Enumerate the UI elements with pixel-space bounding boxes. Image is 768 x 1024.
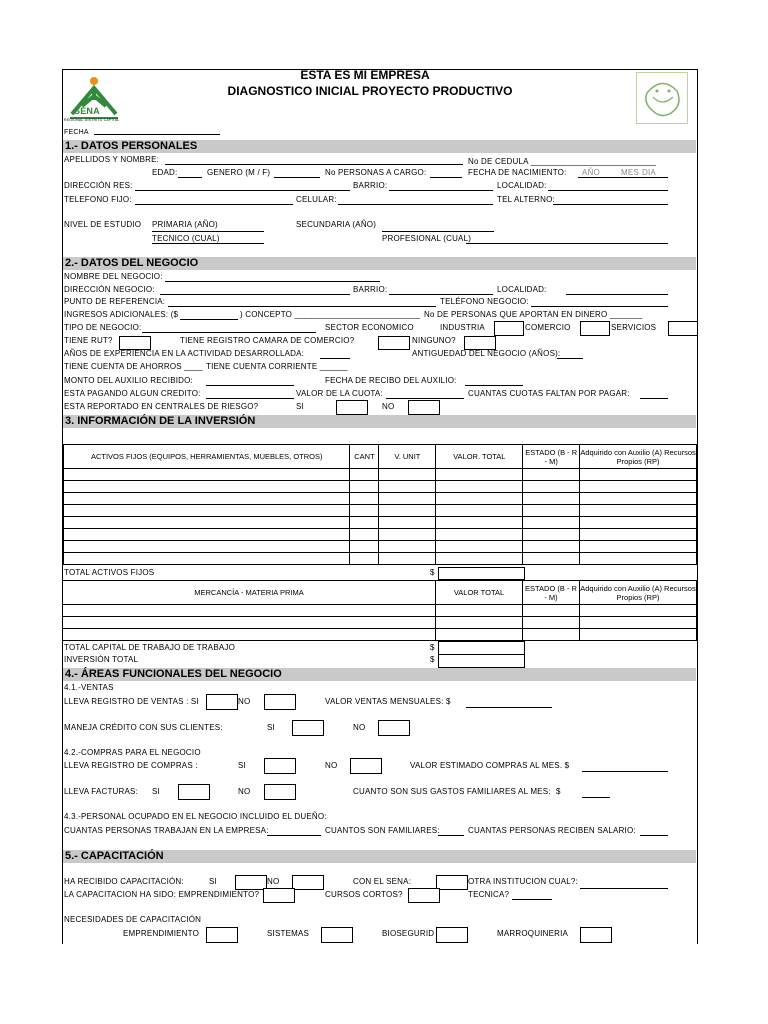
primaria-field[interactable] (152, 231, 264, 232)
cuotas-faltan-field[interactable] (640, 398, 668, 399)
registro-compras-label: LLEVA REGISTRO DE COMPRAS : (64, 761, 198, 770)
direccion-negocio-label: DIRECCIÓN NEGOCIO: (64, 285, 155, 294)
facturas-no-label: NO (238, 787, 251, 796)
col-estado-2: ESTADO (B - R - M) (523, 581, 580, 605)
centrales-no-label: NO (382, 402, 395, 411)
cuantas-personas-label: CUANTAS PERSONAS TRABAJAN EN LA EMPRESA: (64, 826, 269, 835)
cedula-label: No DE CEDULA ___________________________ (468, 157, 657, 166)
cursos-cortos-checkbox[interactable] (408, 888, 440, 903)
personal-subheader: 4.3.-PERSONAL OCUPADO EN EL NEGOCIO INCLUIDO EL DUEÑO: (64, 812, 327, 821)
section-4-header: 4.- ÁREAS FUNCIONALES DEL NEGOCIO (63, 668, 696, 681)
table-row[interactable] (63, 617, 697, 629)
stamp-icon (637, 73, 687, 123)
nombre-negocio-field[interactable] (165, 281, 380, 282)
barrio-label: BARRIO: (353, 181, 388, 190)
monto-auxilio-label: MONTO DEL AUXILIO RECIBIDO: (64, 376, 193, 385)
barrio-negocio-label: BARRIO: (353, 285, 388, 294)
credito-si-label: SI (267, 723, 275, 732)
punto-referencia-field[interactable] (168, 306, 436, 307)
tipo-negocio-label: TIPO DE NEGOCIO: (64, 323, 142, 332)
servicios-checkbox[interactable] (668, 321, 698, 336)
compras-si-checkbox[interactable] (264, 758, 296, 774)
total-capital-field[interactable] (438, 641, 525, 655)
table-row[interactable] (64, 529, 697, 541)
nec-marroquineria-checkbox[interactable] (580, 927, 612, 943)
capacitacion-no-checkbox[interactable] (292, 875, 324, 890)
concepto-label: ) CONCEPTO ___________________________ (240, 310, 421, 319)
primaria-label: PRIMARIA (AÑO) (152, 220, 218, 229)
fecha-field[interactable] (94, 134, 220, 135)
punto-referencia-label: PUNTO DE REFERENCIA: (64, 297, 166, 306)
nec-emprendimiento-label: EMPRENDIMIENTO (123, 929, 199, 938)
capacitacion-si-label: SI (209, 877, 217, 886)
table-row[interactable] (64, 493, 697, 505)
personas-aportan-label: No DE PERSONAS QUE APORTAN EN DINERO _______ (424, 310, 643, 319)
antiguedad-field[interactable] (557, 358, 583, 359)
industria-label: INDUSTRIA (440, 323, 485, 332)
ninguno-label: NINGUNO? (412, 336, 456, 345)
telefono-field[interactable] (135, 204, 293, 205)
compras-no-checkbox[interactable] (350, 758, 382, 774)
antiguedad-label: ANTIGUEDAD DEL NEGOCIO (AÑOS): (412, 349, 561, 358)
col-vunit: V. UNIT (379, 445, 436, 469)
telefono-negocio-field[interactable] (531, 306, 668, 307)
fecha-nacimiento-field[interactable] (578, 177, 668, 178)
servicios-label: SERVICIOS (611, 323, 657, 332)
barrio-negocio-field[interactable] (389, 294, 493, 295)
activos-table (63, 444, 697, 565)
credito-no-label: NO (353, 723, 366, 732)
telefono-negocio-label: TELÉFONO NEGOCIO: (440, 297, 529, 306)
emprendimiento-checkbox[interactable] (263, 888, 295, 903)
dia-label: DIA (642, 168, 656, 177)
familiares-field[interactable] (438, 835, 464, 836)
registro-ventas-si-checkbox[interactable] (206, 694, 238, 710)
table-row[interactable] (64, 469, 697, 481)
personas-cargo-field[interactable] (430, 177, 462, 178)
centrales-si-label: SI (296, 402, 304, 411)
table-row[interactable] (64, 481, 697, 493)
mercancia-table (63, 580, 697, 641)
inversion-total-field[interactable] (438, 654, 525, 668)
table-row[interactable] (64, 517, 697, 529)
maneja-credito-label: MANEJA CRÉDITO CON SUS CLIENTES: (64, 723, 223, 732)
experiencia-field[interactable] (320, 358, 350, 359)
fecha-nacimiento-label: FECHA DE NACIMIENTO: (468, 168, 567, 177)
tel-alterno-field[interactable] (553, 204, 668, 205)
genero-label: GENERO (M / F) (207, 168, 271, 177)
profesional-field[interactable] (466, 243, 668, 244)
valor-cuota-label: VALOR DE LA CUOTA: (296, 389, 383, 398)
industria-checkbox[interactable] (494, 321, 524, 336)
localidad-label: LOCALIDAD: (497, 181, 547, 190)
nec-bioseguridad-checkbox[interactable] (436, 927, 468, 943)
credito-field[interactable] (206, 398, 294, 399)
registro-ventas-no-label: NO (238, 697, 251, 706)
nec-marroquineria-label: MARROQUINERIA (497, 929, 569, 938)
otra-institucion-field[interactable] (580, 888, 668, 889)
gastos-field[interactable] (582, 797, 610, 798)
rut-label: TIENE RUT? (64, 336, 113, 345)
section-5-header: 5.- CAPACITACIÓN (63, 850, 696, 863)
ano-label: AÑO (582, 168, 600, 177)
localidad-negocio-label: LOCALIDAD: (497, 285, 547, 294)
edad-field[interactable] (178, 177, 202, 178)
facturas-si-checkbox[interactable] (178, 784, 210, 800)
localidad-field[interactable] (548, 190, 668, 191)
valor-cuota-field[interactable] (386, 398, 464, 399)
table-row[interactable] (63, 605, 697, 617)
nivel-estudio-label: NIVEL DE ESTUDIO (64, 220, 142, 229)
tecnica-field[interactable] (512, 899, 552, 900)
barrio-field[interactable] (389, 190, 493, 191)
necesidades-label: NECESIDADES DE CAPACITACIÓN (64, 915, 202, 924)
centrales-riesgo-label: ESTA REPORTADO EN CENTRALES DE RIESGO? (64, 402, 259, 411)
valor-ventas-label: VALOR VENTAS MENSUALES: $ (325, 697, 451, 706)
ninguno-checkbox[interactable] (464, 336, 496, 350)
gastos-familiares-label: CUANTO SON SUS GASTOS FAMILIARES AL MES: (353, 787, 551, 796)
col-vtotal: VALOR. TOTAL (436, 445, 523, 469)
fecha-label: FECHA (64, 129, 89, 136)
centrales-si-checkbox[interactable] (336, 400, 368, 415)
stamp-box (636, 72, 688, 124)
credito-label: ESTA PAGANDO ALGUN CREDITO: (64, 389, 201, 398)
salario-label: CUANTAS PERSONAS RECIBEN SALARIO: (468, 826, 636, 835)
camara-comercio-label: TIENE REGISTRO CAMARA DE COMERCIO? (180, 336, 355, 345)
con-sena-label: CON EL SENA: (353, 877, 412, 886)
nec-sistemas-label: SISTEMAS (267, 929, 310, 938)
compras-no-label: NO (325, 761, 338, 770)
personas-cargo-label: No PERSONAS A CARGO: (325, 168, 427, 177)
direccion-negocio-field[interactable] (160, 294, 350, 295)
sector-economico-label: SECTOR ECONOMICO (325, 323, 414, 332)
valor-ventas-field[interactable] (466, 707, 552, 708)
rut-checkbox[interactable] (119, 336, 151, 350)
apellidos-label: APELLIDOS Y NOMBRE: (64, 155, 160, 164)
localidad-negocio-field[interactable] (566, 294, 668, 295)
comercio-label: COMERCIO (525, 323, 571, 332)
ingresos-field[interactable] (180, 319, 238, 320)
table-row[interactable] (63, 629, 697, 641)
cuotas-faltan-label: CUANTAS CUOTAS FALTAN POR PAGAR: (468, 389, 630, 398)
experiencia-label: AÑOS DE EXPERIENCIA EN LA ACTIVIDAD DESARROLLADA: (64, 349, 305, 358)
monto-auxilio-field[interactable] (206, 385, 294, 386)
celular-label: CELULAR: (296, 195, 337, 204)
comercio-checkbox[interactable] (580, 321, 610, 336)
nec-emprendimiento-checkbox[interactable] (206, 927, 238, 943)
section-3-header: 3. INFORMACIÓN DE LA INVERSIÓN (63, 415, 696, 428)
secundaria-label: SECUNDARIA (AÑO) (296, 220, 377, 229)
tecnico-label: TECNICO (CUAL) (152, 234, 220, 243)
valor-compras-field[interactable] (582, 771, 668, 772)
camara-checkbox[interactable] (378, 336, 410, 350)
facturas-si-label: SI (152, 787, 160, 796)
table-row[interactable] (64, 505, 697, 517)
compras-subheader: 4.2.-COMPRAS PARA EL NEGOCIO (64, 748, 201, 757)
tecnico-field[interactable] (152, 243, 264, 244)
otra-institucion-label: OTRA INSTITUCION CUAL?: (468, 877, 578, 886)
centrales-no-checkbox[interactable] (408, 400, 440, 415)
tecnica-label: TECNICA? (468, 890, 510, 899)
col-adquirido-2: Adquirido con Auxilio (A) Recursos Propios (RP) (580, 581, 697, 605)
gastos-dollar: $ (556, 787, 561, 796)
logo-text: SENA (74, 106, 100, 116)
fecha-recibo-field[interactable] (465, 385, 523, 386)
table-row[interactable] (64, 541, 697, 553)
total-activos-label: TOTAL ACTIVOS FIJOS (64, 568, 155, 577)
cursos-cortos-label: CURSOS CORTOS? (325, 890, 403, 899)
nec-sistemas-checkbox[interactable] (321, 927, 353, 943)
col-cant: CANT (350, 445, 379, 469)
form-subtitle: DIAGNOSTICO INICIAL PROYECTO PRODUCTIVO (227, 84, 513, 98)
logo-caption: REGIONAL DISTRITO CAPITAL (64, 118, 120, 122)
credito-si-checkbox[interactable] (292, 720, 324, 736)
profesional-label: PROFESIONAL (CUAL) (382, 234, 472, 243)
cuantas-personas-field[interactable] (267, 835, 321, 836)
registro-ventas-label: LLEVA REGISTRO DE VENTAS : SI (64, 697, 199, 706)
mes-label: MES (621, 168, 639, 177)
fecha-recibo-label: FECHA DE RECIBO DEL AUXILIO: (325, 376, 457, 385)
table-row[interactable] (64, 553, 697, 565)
facturas-label: LLEVA FACTURAS: (64, 787, 138, 796)
col-mercancia: MERCANCÍA - MATERIA PRIMA (63, 581, 436, 605)
total-activos-field[interactable] (438, 567, 525, 580)
credito-no-checkbox[interactable] (378, 720, 410, 736)
section-1-header: 1.- DATOS PERSONALES (63, 140, 696, 153)
col-valor-total: VALOR TOTAL (436, 581, 523, 605)
capacitacion-no-label: NO (267, 877, 280, 886)
ingresos-adicionales-label: INGRESOS ADICIONALES: ($ (64, 310, 179, 319)
total-capital-dollar: $ (430, 643, 435, 652)
cuenta-corriente-label: TIENE CUENTA CORRIENTE ______ (206, 362, 348, 371)
ventas-subheader: 4.1.-VENTAS (64, 683, 114, 692)
tipo-negocio-field[interactable] (142, 332, 316, 333)
familiares-label: CUANTOS SON FAMILIARES: (325, 826, 440, 835)
col-adquirido: Adquirido con Auxilio (A) Recursos Propios (RP) (580, 445, 697, 469)
registro-ventas-no-checkbox[interactable] (264, 694, 296, 710)
telefono-label: TELEFONO FIJO: (64, 195, 132, 204)
compras-si-label: SI (238, 761, 246, 770)
form-title: ESTA ES MI EMPRESA (300, 68, 430, 82)
cuenta-ahorros-label: TIENE CUENTA DE AHORROS ____ (64, 362, 203, 371)
secundaria-field[interactable] (382, 231, 494, 232)
salario-field[interactable] (640, 835, 668, 836)
total-activos-dollar: $ (430, 568, 435, 577)
col-activos: ACTIVOS FIJOS (EQUIPOS, HERRAMIENTAS, MUEBLES, OTROS) (64, 445, 350, 469)
edad-label: EDAD: (152, 168, 178, 177)
total-capital-label: TOTAL CAPITAL DE TRABAJO DE TRABAJO (64, 643, 236, 652)
capacitacion-sido-label: LA CAPACITACION HA SIDO: EMPRENDIMIENTO? (64, 890, 260, 899)
con-sena-checkbox[interactable] (436, 875, 468, 890)
direccion-res-label: DIRECCIÓN RES: (64, 181, 133, 190)
col-estado: ESTADO (B - R - M) (523, 445, 580, 469)
genero-field[interactable] (274, 177, 320, 178)
tel-alterno-label: TEL ALTERNO: (497, 195, 555, 204)
inversion-total-dollar: $ (430, 655, 435, 664)
celular-field[interactable] (338, 204, 493, 205)
inversion-total-label: INVERSIÓN TOTAL (64, 655, 139, 664)
nombre-negocio-label: NOMBRE DEL NEGOCIO: (64, 272, 163, 281)
apellidos-field[interactable] (165, 164, 463, 165)
valor-compras-label: VALOR ESTIMADO COMPRAS AL MES. $ (410, 761, 570, 770)
section-2-header: 2.- DATOS DEL NEGOCIO (63, 257, 696, 270)
direccion-res-field[interactable] (135, 190, 350, 191)
ha-recibido-label: HA RECIBIDO CAPACITACIÓN: (64, 877, 184, 886)
facturas-no-checkbox[interactable] (264, 784, 296, 800)
nec-bioseguridad-label: BIOSEGURID (382, 929, 435, 938)
